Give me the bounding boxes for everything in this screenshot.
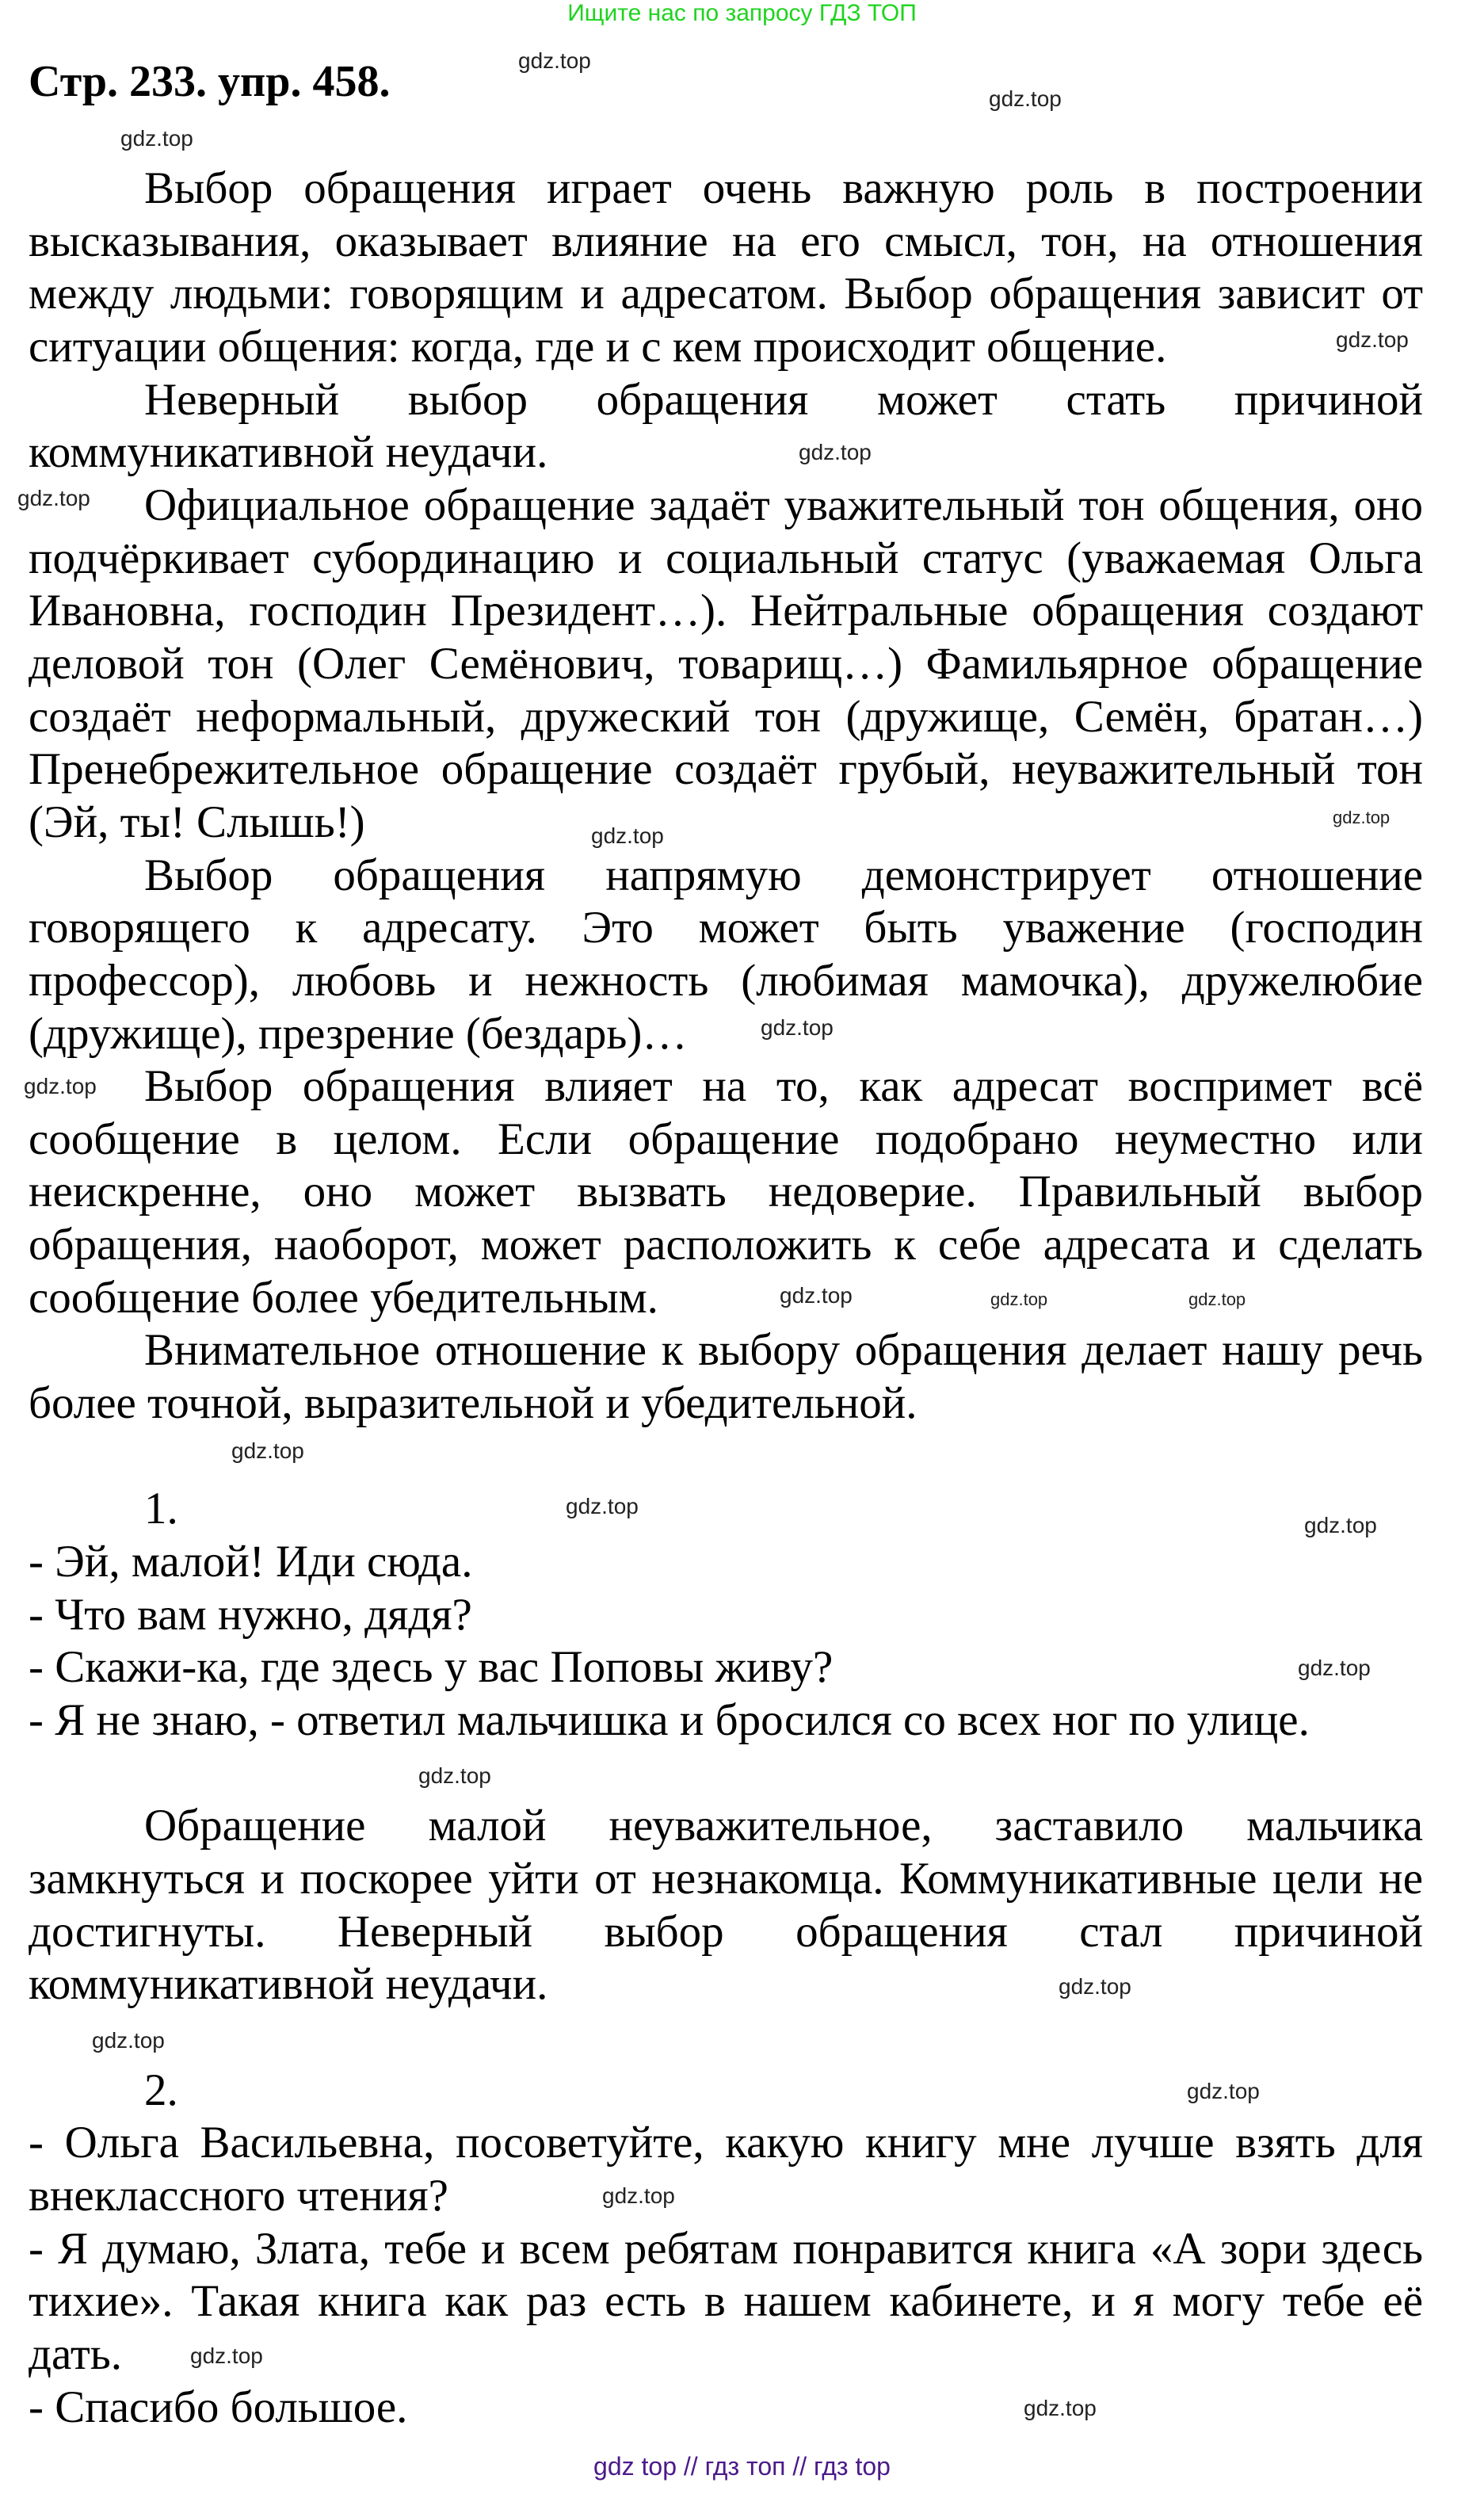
text-line: Выбор обращения играет очень важную роль в построении: [144, 163, 1423, 213]
text-line: неискренне, оно может вызвать недоверие. Правильный выбор: [29, 1167, 1423, 1217]
watermark-text: gdz.top: [1304, 1513, 1377, 1537]
text-line: (дружище), презрение (бездарь)…: [29, 1008, 688, 1059]
text-line: коммуникативной неудачи.: [29, 1959, 548, 2010]
text-line: сообщение более убедительным.: [29, 1272, 658, 1323]
blank-line: [29, 1747, 1423, 1801]
text-line: внеклассного чтения?: [29, 2170, 448, 2221]
watermark-text: gdz.top: [799, 440, 872, 464]
text-line: - Скажи-ка, где здесь у вас Поповы живу?: [29, 1642, 834, 1693]
watermark-text: gdz.top: [780, 1283, 853, 1308]
watermark-text: gdz.top: [1059, 1974, 1131, 1999]
text-line: замкнуться и поскорее уйти от незнакомца. Коммуникативные цели не: [29, 1854, 1423, 1904]
watermark-text: gdz.top: [1024, 2396, 1097, 2420]
text-line: - Спасибо большое.: [29, 2382, 408, 2432]
watermark-text: gdz.top: [190, 2343, 263, 2368]
search-banner[interactable]: Ищите нас по запросу ГДЗ ТОП: [567, 0, 917, 26]
watermark-text: gdz.top: [990, 1289, 1048, 1309]
watermark-text: gdz.top: [1188, 1289, 1246, 1309]
watermark-text: gdz.top: [989, 86, 1062, 111]
text-line: создаёт неформальный, дружеский тон (дружище, Семён, братан…): [29, 691, 1423, 742]
text-line: профессор), любовь и нежность (любимая мамочка), дружелюбие: [29, 955, 1423, 1006]
blank-line: [29, 2011, 1423, 2064]
watermark-text: gdz.top: [1333, 808, 1391, 827]
text-line: Внимательное отношение к выбору обращения делает нашу речь: [144, 1325, 1423, 1376]
watermark-text: gdz.top: [1187, 2079, 1260, 2103]
text-line: высказывания, оказывает влияние на его смысл, тон, на отношения: [29, 216, 1423, 266]
text-line: между людьми: говорящим и адресатом. Выбор обращения зависит от: [29, 269, 1423, 319]
text-line: Выбор обращения влияет на то, как адресат воспримет всё: [144, 1061, 1423, 1112]
text-line: 1.: [144, 1484, 178, 1534]
text-line: подчёркивает субординацию и социальный статус (уважаемая Ольга: [29, 533, 1423, 583]
text-line: - Ольга Васильевна, посоветуйте, какую книгу мне лучше взять для: [29, 2118, 1423, 2168]
text-line: Официальное обращение задаёт уважительный тон общения, оно: [144, 479, 1423, 530]
text-line: сообщение в целом. Если обращение подобрано неуместно или: [29, 1113, 1423, 1164]
text-line: 2.: [144, 2064, 178, 2115]
text-line: (Эй, ты! Слышь!): [29, 796, 365, 847]
watermark-text: gdz.top: [1336, 327, 1409, 352]
watermark-text: gdz.top: [761, 1015, 834, 1040]
text-line: говорящего к адресату. Это может быть уважение (господин: [29, 903, 1423, 953]
watermark-text: gdz.top: [1298, 1656, 1371, 1680]
text-line: дать.: [29, 2328, 122, 2379]
watermark-text: gdz.top: [518, 48, 591, 73]
watermark-text: gdz.top: [602, 2183, 675, 2208]
watermark-text: gdz.top: [24, 1074, 97, 1098]
text-line: тихие». Такая книга как раз есть в нашем кабинете, и я могу тебе её: [29, 2276, 1423, 2327]
text-line: Пренебрежительное обращение создаёт грубый, неуважительный тон: [29, 744, 1423, 795]
watermark-text: gdz.top: [17, 486, 90, 510]
watermark-text: gdz.top: [591, 823, 664, 848]
text-line: - Что вам нужно, дядя?: [29, 1589, 472, 1640]
text-line: Выбор обращения напрямую демонстрирует отношение: [144, 850, 1423, 900]
page-title: Стр. 233. упр. 458.: [29, 57, 391, 106]
footer-links[interactable]: gdz top // гдз топ // гдз top: [593, 2452, 891, 2481]
text-line: ситуации общения: когда, где и с кем происходит общение.: [29, 321, 1167, 372]
text-line: - Я думаю, Злата, тебе и всем ребятам понравится книга «А зори здесь: [29, 2223, 1423, 2274]
text-line: Обращение малой неуважительное, заставило мальчика: [144, 1801, 1423, 1851]
watermark-text: gdz.top: [231, 1438, 304, 1463]
text-line: деловой тон (Олег Семёнович, товарищ…) Фамильярное обращение: [29, 638, 1423, 689]
text-line: более точной, выразительной и убедительной.: [29, 1378, 917, 1429]
watermark-text: gdz.top: [120, 126, 193, 151]
watermark-text: gdz.top: [418, 1763, 491, 1788]
text-line: достигнуты. Неверный выбор обращения стал причиной: [29, 1906, 1423, 1957]
text-line: Ивановна, господин Президент…). Нейтральные обращения создают: [29, 586, 1423, 636]
text-line: Неверный выбор обращения может стать причиной: [144, 374, 1423, 425]
text-line: - Эй, малой! Иди сюда.: [29, 1537, 473, 1587]
text-line: - Я не знаю, - ответил мальчишка и бросился со всех ног по улице.: [29, 1695, 1310, 1746]
watermark-text: gdz.top: [566, 1494, 639, 1518]
text-line: коммуникативной неудачи.: [29, 427, 548, 478]
watermark-text: gdz.top: [92, 2028, 165, 2053]
text-line: обращения, наоборот, может расположить к себе адресата и сделать: [29, 1220, 1423, 1270]
